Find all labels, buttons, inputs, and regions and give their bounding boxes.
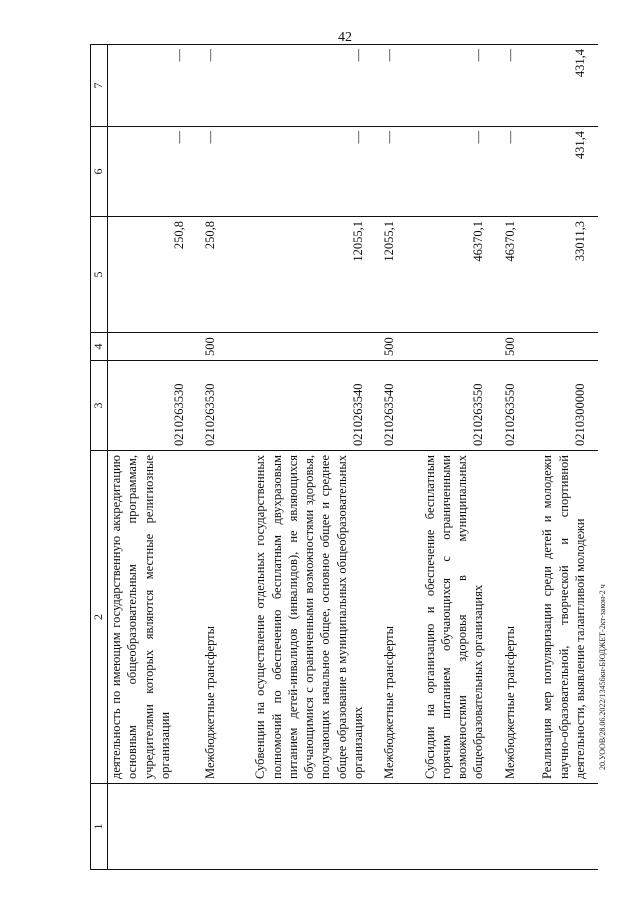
cell-amount-3: — — [229, 45, 376, 127]
cell-type — [407, 333, 496, 361]
cell-code: 0210263550 — [497, 361, 528, 451]
table-row — [407, 45, 496, 870]
cell-col-1 — [108, 784, 198, 870]
cell-amount-2: — — [229, 127, 376, 217]
cell-code: 0210263550 — [407, 361, 496, 451]
cell-col-1 — [229, 784, 376, 870]
cell-description: Межбюджетные трансферты — [497, 451, 528, 784]
cell-amount-2: — — [376, 127, 407, 217]
table-row — [197, 45, 228, 870]
cell-amount-2: — — [497, 127, 528, 217]
cell-amount: 12055,1 — [376, 217, 407, 333]
table-row — [497, 45, 528, 870]
cell-amount: 46370,1 — [407, 217, 496, 333]
table-row — [229, 45, 376, 870]
cell-type — [229, 333, 376, 361]
cell-amount-3: — — [108, 45, 198, 127]
cell-type: 500 — [197, 333, 228, 361]
page-number: 42 — [338, 30, 352, 45]
rotated-table-wrapper — [90, 45, 598, 870]
cell-description: деятельность по имеющим государственную аккредитацию основным общеобразовательным программам, учредителями которых являются местные религиозные организации — [108, 451, 198, 784]
cell-type — [108, 333, 198, 361]
cell-type: 500 — [497, 333, 528, 361]
cell-col-1 — [376, 784, 407, 870]
cell-amount-3: — — [407, 45, 496, 127]
cell-amount: 33011,3 — [528, 217, 598, 333]
cell-col-1 — [528, 784, 598, 870]
cell-amount: 46370,1 — [497, 217, 528, 333]
table-row — [528, 45, 598, 870]
cell-amount-3: 431,4 — [528, 45, 598, 127]
cell-amount-3: — — [197, 45, 228, 127]
cell-code: 0210263540 — [229, 361, 376, 451]
cell-code: 0210263530 — [197, 361, 228, 451]
cell-amount-3: — — [376, 45, 407, 127]
cell-amount-2: 431,4 — [528, 127, 598, 217]
cell-code: 0210263540 — [376, 361, 407, 451]
cell-code: 0210300000 — [528, 361, 598, 451]
cell-description: Субсидии на организацию и обеспечение бесплатным горячим питанием обучающихся с ограниченными возможностями здоровья в муниципальных общеобразовательных организациях — [407, 451, 496, 784]
cell-amount-2: — — [407, 127, 496, 217]
cell-col-1 — [407, 784, 496, 870]
table-row — [108, 45, 198, 870]
cell-amount: 12055,1 — [229, 217, 376, 333]
cell-description: Реализация мер популяризации среди детей и молодежи научно-образовательной, творческой и спортивной деятельности, выявление талантливой молодежи — [528, 451, 598, 784]
header-col-6: 6 — [91, 127, 108, 217]
cell-code: 0210263530 — [108, 361, 198, 451]
header-col-4: 4 — [91, 333, 108, 361]
cell-amount: 250,8 — [108, 217, 198, 333]
cell-col-1 — [197, 784, 228, 870]
cell-amount-2: — — [197, 127, 228, 217]
header-col-2: 2 — [91, 451, 108, 784]
cell-description: Межбюджетные трансферты — [376, 451, 407, 784]
header-col-3: 3 — [91, 361, 108, 451]
cell-description: Межбюджетные трансферты — [197, 451, 228, 784]
header-col-1: 1 — [91, 784, 108, 870]
cell-description: Субвенции на осуществление отдельных государственных полномочий по обеспечению бесплатным двухразовым питанием детей-инвалидов (инвалидов), не являющихся обучающимися с ограниченными возможностями здоровья, получающих начальное общее, основное общее и среднее общее образование в муниципальных общеобразовательных организациях — [229, 451, 376, 784]
cell-amount: 250,8 — [197, 217, 228, 333]
footer-document-code: 20.УООВ/28.06.2022/13456кн-БЮДЖЕТ-2кт-закон-2 ч — [598, 584, 607, 770]
cell-col-1 — [497, 784, 528, 870]
cell-amount-2: — — [108, 127, 198, 217]
budget-table — [90, 44, 598, 870]
table-header-row — [91, 45, 108, 870]
cell-type — [528, 333, 598, 361]
header-col-7: 7 — [91, 45, 108, 127]
table-row — [376, 45, 407, 870]
header-col-5: 5 — [91, 217, 108, 333]
cell-amount-3: — — [497, 45, 528, 127]
cell-type: 500 — [376, 333, 407, 361]
